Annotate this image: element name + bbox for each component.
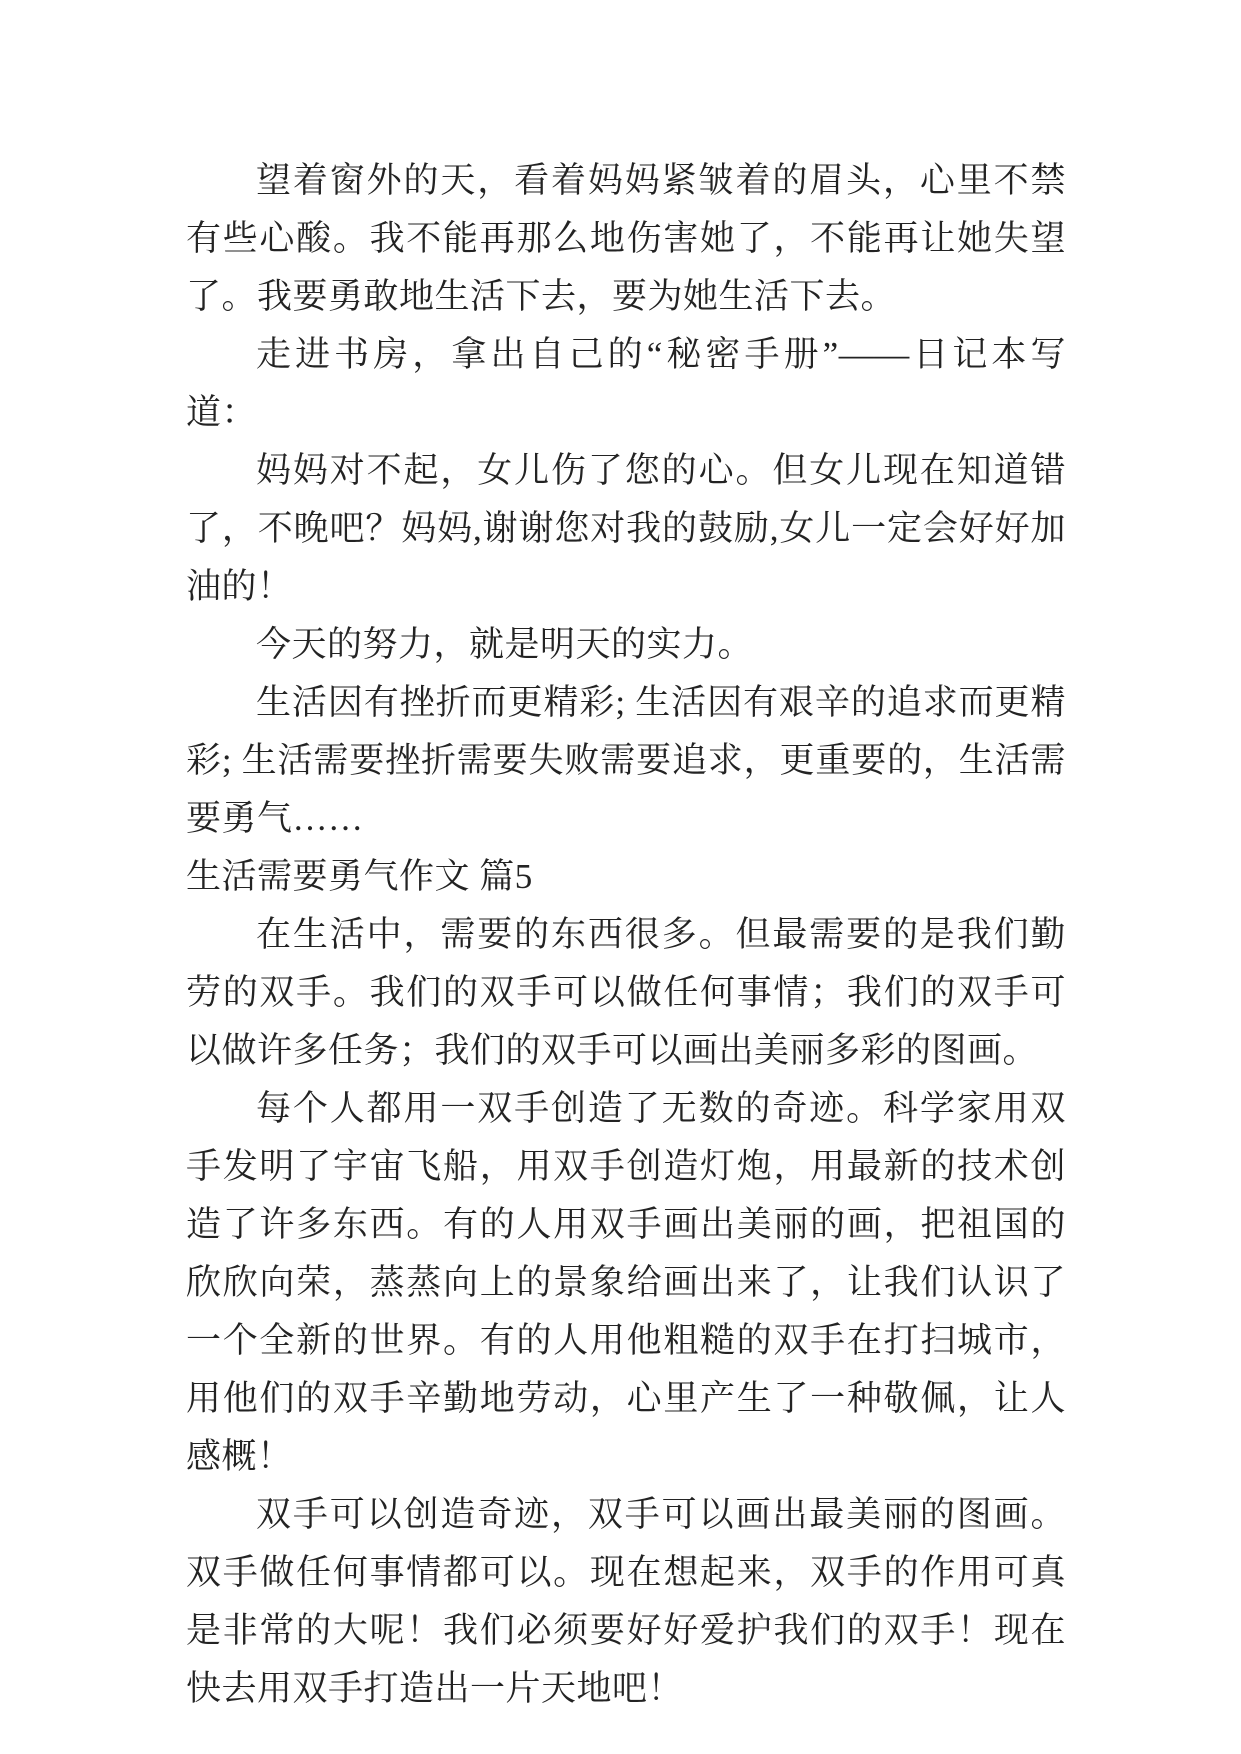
paragraph: 走进书房，拿出自己的“秘密手册”——日记本写道： [186, 335, 1066, 432]
essay-text-block [186, 152, 1066, 1718]
paragraph: 妈妈对不起，女儿伤了您的心。但女儿现在知道错了，不晚吧？妈妈,谢谢您对我的鼓励,女儿一定会好好加油的！ [186, 451, 1066, 606]
paragraph: 生活因有挫折而更精彩; 生活因有艰辛的追求而更精彩; 生活需要挫折需要失败需要追求，更重要的，生活需要勇气…… [186, 683, 1066, 838]
essay-section-title: 生活需要勇气作文 篇5 [186, 857, 533, 896]
paragraph: 双手可以创造奇迹，双手可以画出最美丽的图画。双手做任何事情都可以。现在想起来，双手的作用可真是非常的大呢！我们必须要好好爱护我们的双手！现在快去用双手打造出一片天地吧！ [186, 1495, 1066, 1708]
paragraph: 今天的努力，就是明天的实力。 [256, 625, 754, 664]
paragraph: 每个人都用一双手创造了无数的奇迹。科学家用双手发明了宇宙飞船，用双手创造灯炮，用最新的技术创造了许多东西。有的人用双手画出美丽的画，把祖国的欣欣向荣，蒸蒸向上的景象给画出来了，让我们认识了一个全新的世界。有的人用他粗糙的双手在打扫城市，用他们的双手辛勤地劳动，心里产生了一种敬佩，让人感概！ [186, 1089, 1066, 1476]
paragraph: 望着窗外的天，看着妈妈紧皱着的眉头，心里不禁有些心酸。我不能再那么地伤害她了，不能再让她失望了。我要勇敢地生活下去，要为她生活下去。 [186, 161, 1066, 316]
paragraph: 在生活中，需要的东西很多。但最需要的是我们勤劳的双手。我们的双手可以做任何事情；我们的双手可以做许多任务；我们的双手可以画出美丽多彩的图画。 [186, 915, 1066, 1070]
